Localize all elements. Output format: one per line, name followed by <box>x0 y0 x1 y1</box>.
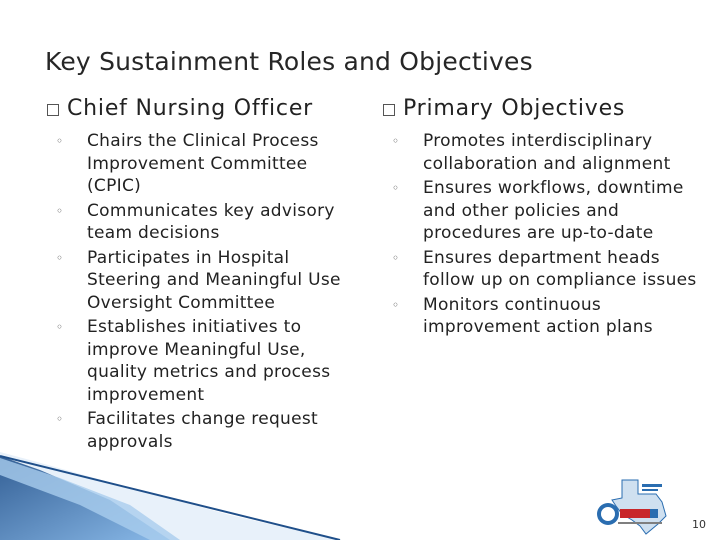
circle-bullet-icon: ◦ <box>392 134 400 148</box>
organization-logo <box>592 476 686 536</box>
circle-bullet-icon: ◦ <box>56 134 64 148</box>
list-item-text: Facilitates change request approvals <box>87 409 319 452</box>
list-item-text: Chairs the Clinical Process Improvement Committee (CPIC) <box>87 131 319 196</box>
circle-bullet-icon: ◦ <box>392 297 400 312</box>
right-heading-text: Primary Objectives <box>403 96 626 121</box>
circle-bullet-icon: ◦ <box>56 203 64 218</box>
circle-bullet-icon: ◦ <box>56 320 64 334</box>
list-item-text: Promotes interdisciplinary collaboration and alignment <box>423 131 671 174</box>
list-item-text: Ensures workflows, downtime and other policies and procedures are up-to-date <box>423 178 684 243</box>
circle-bullet-icon: ◦ <box>56 412 64 426</box>
list-item-text: Monitors continuous improvement action plans <box>423 294 653 337</box>
list-item-text: Ensures department heads follow up on compliance issues <box>423 247 697 290</box>
list-item-text: Participates in Hospital Steering and Meaningful Use Oversight Committee <box>87 247 341 313</box>
circle-bullet-icon: ◦ <box>392 181 400 195</box>
circle-bullet-icon: ◦ <box>56 250 64 265</box>
circle-bullet-icon: ◦ <box>392 250 400 265</box>
list-item-text: Communicates key advisory team decisions <box>87 200 335 243</box>
page-number: 10 <box>692 518 706 531</box>
slide-title: Key Sustainment Roles and Objectives <box>45 47 533 76</box>
list-item-text: Establishes initiatives to improve Meaningful Use, quality metrics and process improvement <box>87 317 331 405</box>
left-heading-text: Chief Nursing Officer <box>67 96 314 121</box>
